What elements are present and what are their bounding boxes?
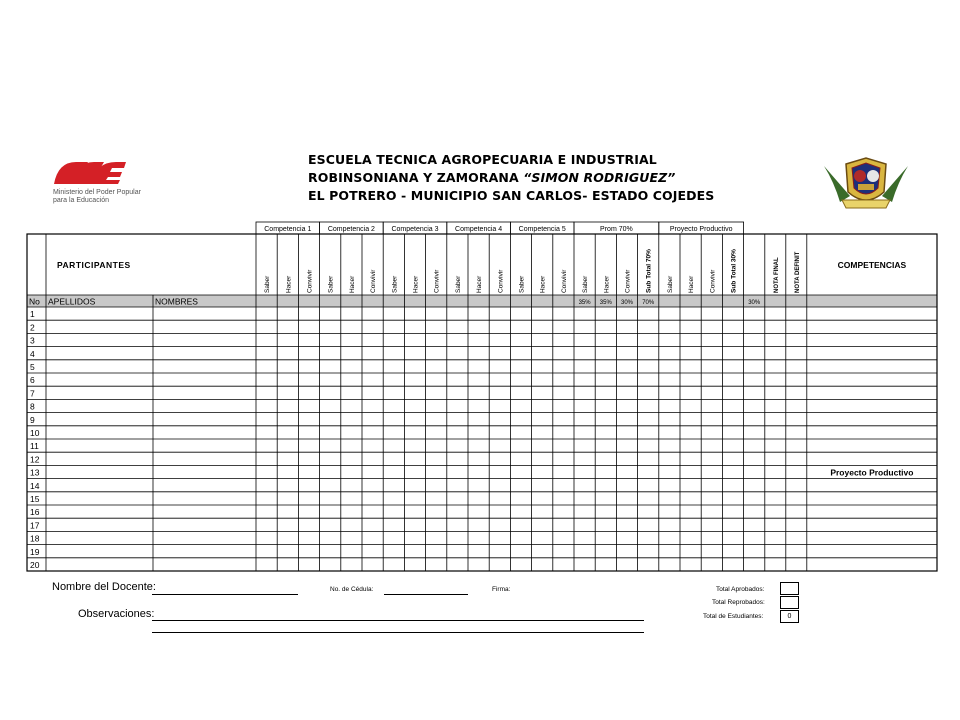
subcol-label: Convivir	[624, 269, 632, 293]
reprobados-box[interactable]	[780, 596, 799, 609]
group-label-2: Competencia 2	[327, 226, 375, 233]
group-label-7: Proyecto Productivo	[669, 226, 733, 233]
aprobados-box[interactable]	[780, 582, 799, 595]
nota-final-label: NOTA FINAL	[773, 257, 780, 293]
participantes-label: PARTICIPANTES	[57, 260, 131, 270]
row-number: 12	[30, 454, 40, 465]
observaciones-line-2[interactable]	[152, 632, 644, 633]
subcol-label: Hacer	[603, 275, 611, 293]
row-number: 5	[30, 362, 35, 372]
subcol-label: Hacer	[476, 275, 484, 293]
group-label-1: Competencia 1	[264, 226, 312, 233]
prom-percent: 30%	[620, 300, 634, 306]
row-number: 20	[30, 560, 40, 570]
col-no: No	[29, 296, 40, 307]
logo-caption-2: para la Educación	[53, 197, 110, 204]
subcol-label: Hacer	[688, 275, 696, 293]
row-number: 13	[30, 467, 40, 478]
group-label-4: Competencia 4	[455, 226, 503, 233]
subcol-label: Sub Total 30%	[730, 249, 738, 293]
aprobados-label: Total Aprobados:	[716, 586, 765, 593]
row-number: 17	[30, 520, 40, 531]
subcol-label: Convivir	[497, 269, 505, 293]
row-number: 3	[30, 335, 35, 346]
row-number: 1	[30, 309, 35, 320]
observaciones-line-1[interactable]	[152, 620, 644, 621]
col-apellidos: APELLIDOS	[48, 296, 96, 307]
row-number: 4	[30, 348, 35, 359]
subcol-label: Saber	[582, 275, 590, 293]
row13-note: Proyecto Productivo	[830, 467, 914, 478]
school-location: EL POTRERO - MUNICIPIO SAN CARLOS- ESTADO COJEDES	[308, 188, 715, 203]
school-title-line1: ESCUELA TECNICA AGROPECUARIA E INDUSTRIAL	[308, 152, 657, 167]
row-number: 7	[30, 388, 35, 399]
firma-label: Firma:	[492, 586, 511, 593]
subcol-label: Convivir	[370, 269, 378, 293]
group-label-3: Competencia 3	[391, 226, 439, 233]
subcol-label: Hacer	[348, 275, 356, 293]
subcol-label: Saber	[454, 275, 462, 293]
estudiantes-box[interactable]: 0	[780, 610, 799, 623]
subcol-label: Convivir	[560, 269, 568, 293]
school-name: “SIMON RODRIGUEZ”	[523, 170, 676, 185]
subcol-label: Hacer	[412, 275, 420, 293]
row-number: 14	[30, 480, 40, 491]
row-number: 10	[30, 428, 40, 438]
pp-percent: 30%	[748, 300, 761, 306]
subcol-label: Saber	[327, 275, 335, 293]
subcol-label: Convivir	[709, 269, 717, 293]
row-number: 18	[30, 533, 40, 544]
subcol-label: Sub Total 70%	[645, 249, 653, 293]
row-number: 6	[30, 375, 35, 386]
col-nombres: NOMBRES	[155, 296, 198, 307]
nota-def-label: NOTA DEFINIT	[794, 251, 801, 293]
subcol-label: Saber	[264, 275, 272, 293]
row-number: 8	[30, 401, 35, 412]
row-number: 16	[30, 507, 40, 518]
competencias-label: COMPETENCIAS	[837, 260, 907, 270]
row-number: 2	[30, 322, 35, 333]
reprobados-label: Total Reprobados:	[712, 599, 765, 606]
cedula-line[interactable]	[384, 594, 468, 595]
subcol-label: Saber	[391, 275, 399, 293]
subcol-label: Saber	[666, 275, 674, 293]
observaciones-label: Observaciones:	[78, 608, 155, 620]
logo-caption-1: Ministerio del Poder Popular	[53, 189, 141, 196]
docente-line[interactable]	[152, 594, 298, 595]
subcol-label: Hacer	[285, 275, 293, 293]
row-number: 15	[30, 494, 40, 504]
subcol-label: Hacer	[539, 275, 547, 293]
subcol-label: Convivir	[306, 269, 314, 293]
row-number: 11	[30, 441, 39, 452]
prom-percent: 35%	[578, 300, 591, 306]
row-number: 9	[30, 414, 35, 425]
row-number: 19	[30, 546, 40, 557]
subcol-label: Saber	[518, 275, 526, 293]
group-label-6: Prom 70%	[600, 226, 633, 233]
docente-label: Nombre del Docente:	[52, 581, 156, 593]
prom-percent: 70%	[642, 300, 655, 306]
prom-percent: 35%	[599, 300, 612, 306]
cedula-label: No. de Cédula:	[330, 586, 374, 593]
group-label-5: Competencia 5	[518, 226, 566, 233]
estudiantes-label: Total de Estudiantes:	[703, 613, 764, 620]
school-title-prefix: ROBINSONIANA Y ZAMORANA	[308, 170, 524, 185]
subcol-label: Convivir	[433, 269, 441, 293]
